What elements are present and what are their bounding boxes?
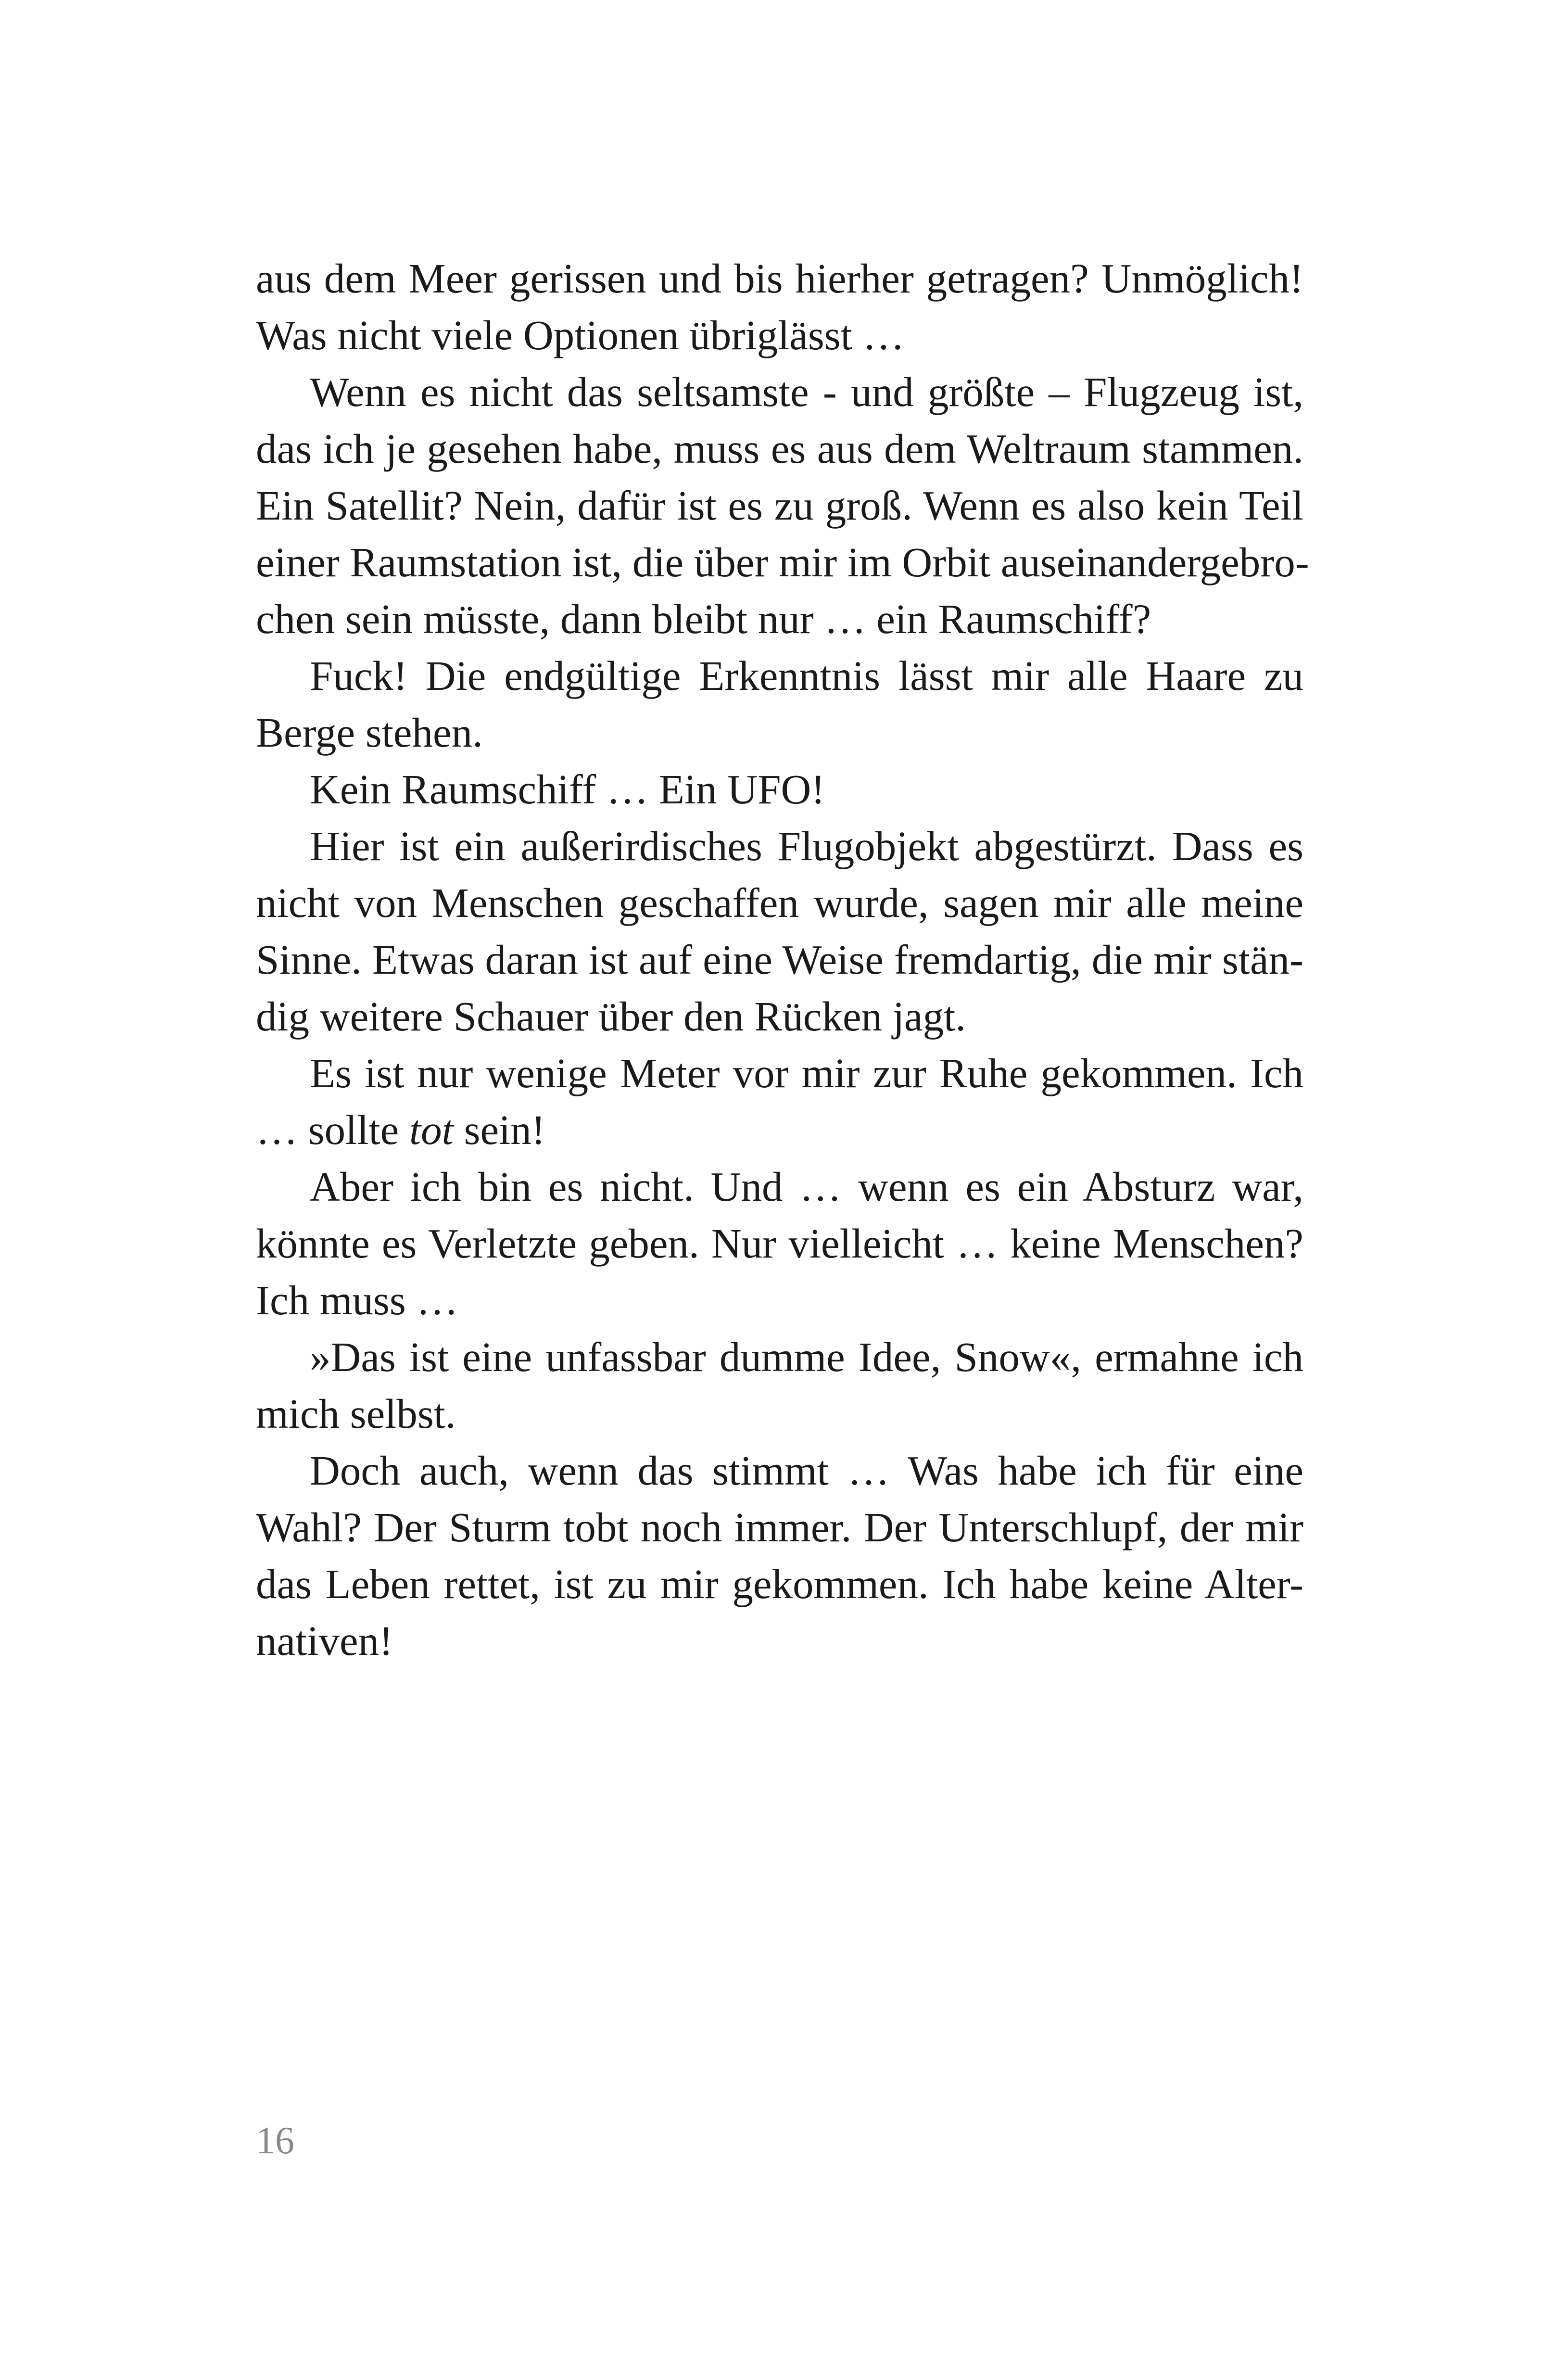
text-fragment: sein! bbox=[453, 1106, 545, 1153]
text-line: Hier ist ein außerirdisches Flugobjekt abgestürzt. Dass es bbox=[310, 823, 1303, 869]
text-line: chen sein müsste, dann bleibt nur … ein Raumschiff? bbox=[256, 596, 1151, 642]
text-line: das ich je gesehen habe, muss es aus dem Weltraum stammen. bbox=[256, 425, 1303, 472]
text-line: Aber ich bin es nicht. Und … wenn es ein Absturz war, bbox=[310, 1163, 1303, 1210]
text-line: nicht von Menschen geschaffen wurde, sagen mir alle meine bbox=[256, 879, 1303, 926]
text-line: Ich muss … bbox=[256, 1277, 458, 1323]
text-line: aus dem Meer gerissen und bis hierher getragen? Unmöglich! bbox=[256, 255, 1303, 302]
text-line: Es ist nur wenige Meter vor mir zur Ruhe gekommen. Ich bbox=[310, 1050, 1303, 1096]
body-text bbox=[256, 250, 1309, 1669]
text-fragment: … sollte bbox=[256, 1106, 409, 1153]
text-line: »Das ist eine unfassbar dumme Idee, Snow«, ermahne ich bbox=[310, 1334, 1303, 1380]
text-line: einer Raumstation ist, die über mir im Orbit auseinandergebro- bbox=[256, 539, 1309, 585]
text-line: mich selbst. bbox=[256, 1390, 456, 1437]
text-line: Kein Raumschiff … Ein UFO! bbox=[310, 766, 825, 813]
text-line: Wenn es nicht das seltsamste - und größte – Flugzeug ist, bbox=[310, 369, 1303, 415]
text-line: Sinne. Etwas daran ist auf eine Weise fremdartig, die mir stän- bbox=[256, 936, 1303, 983]
page-number: 16 bbox=[256, 2120, 294, 2162]
text-line: Doch auch, wenn das stimmt … Was habe ich für eine bbox=[310, 1447, 1303, 1494]
text-line: Ein Satellit? Nein, dafür ist es zu groß. Wenn es also kein Teil bbox=[256, 482, 1303, 529]
text-line: nativen! bbox=[256, 1617, 393, 1664]
text-line: könnte es Verletzte geben. Nur vielleicht … keine Menschen? bbox=[256, 1220, 1303, 1267]
text-line: das Leben rettet, ist zu mir gekommen. Ich habe keine Alter- bbox=[256, 1561, 1303, 1607]
text-line: Fuck! Die endgültige Erkenntnis lässt mir alle Haare zu bbox=[310, 652, 1303, 699]
text-line: Wahl? Der Sturm tobt noch immer. Der Unterschlupf, der mir bbox=[256, 1504, 1303, 1551]
text-line: Was nicht viele Optionen übriglässt … bbox=[256, 312, 905, 358]
text-line bbox=[256, 1102, 1303, 1158]
text-line: dig weitere Schauer über den Rücken jagt. bbox=[256, 993, 966, 1040]
text-line: Berge stehen. bbox=[256, 709, 483, 756]
italic-word: tot bbox=[409, 1106, 454, 1153]
